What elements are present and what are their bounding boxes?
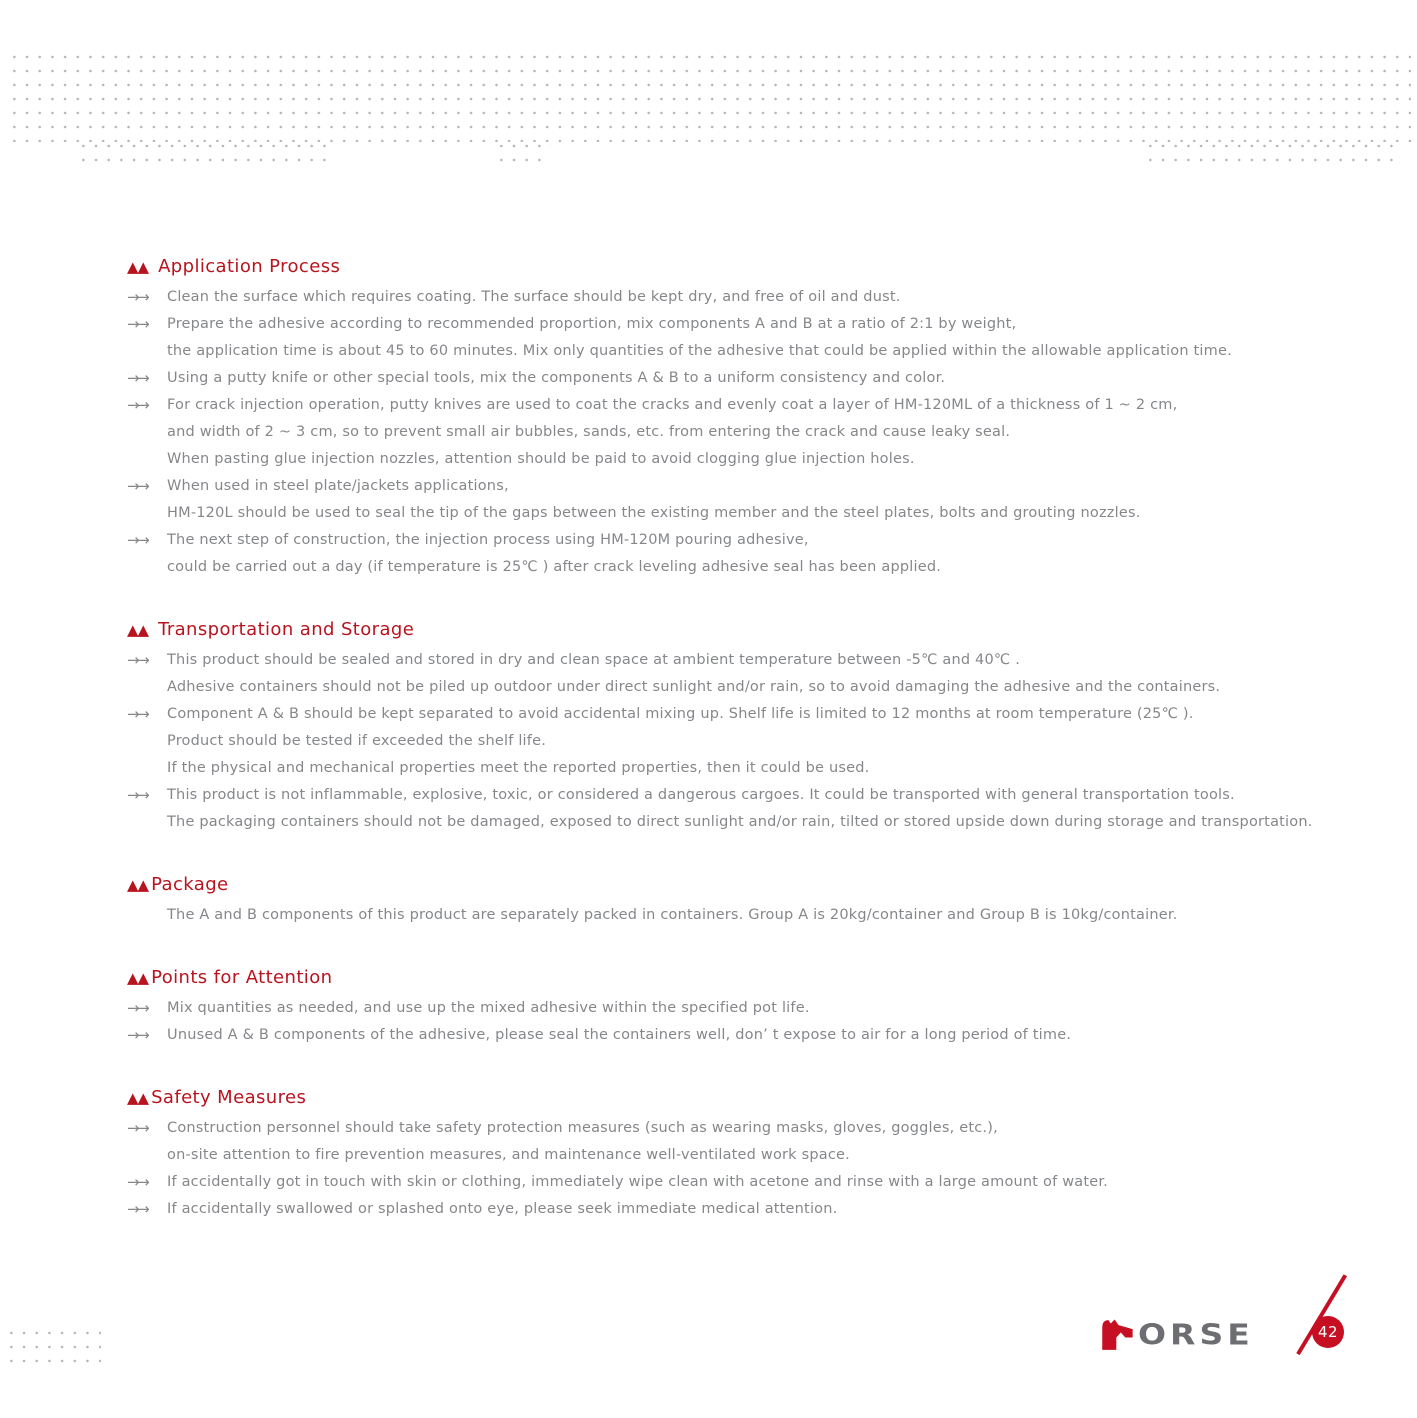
item-text (167, 365, 1402, 392)
item-text (167, 995, 1402, 1022)
horse-logo (1100, 1312, 1254, 1354)
text-line: The next step of construction, the injection process using HM-120M pouring adhesive, (167, 532, 809, 548)
section-title: Package (151, 874, 229, 895)
arrow-bullet-icon: →→ (127, 531, 148, 549)
dot-pattern-top (8, 50, 1411, 142)
section-heading (127, 619, 1402, 640)
text-line: This product is not inflammable, explosive, toxic, or considered a dangerous cargoes. It could be transported with general transportation tools. (167, 787, 1235, 803)
text-line: HM-120L should be used to seal the tip of the gaps between the existing member and the steel plates, bolts and grouting nozzles. (167, 505, 1141, 521)
text-line: If the physical and mechanical properties meet the reported properties, then it could be used. (167, 760, 870, 776)
bullet-item (127, 782, 1402, 836)
bullet-item (127, 647, 1402, 701)
arrow-bullet-icon: →→ (127, 1173, 148, 1191)
section-safety-measures (127, 1087, 1402, 1223)
arrow-bullet-icon: →→ (127, 651, 148, 669)
item-text (167, 902, 1402, 929)
triangle-marker-icon: ▲▲ (127, 969, 149, 987)
text-line: Prepare the adhesive according to recommended proportion, mix components A and B at a ratio of 2:1 by weight, (167, 316, 1017, 332)
dot-pattern-top-sub-left (77, 139, 329, 165)
text-line: This product should be sealed and stored in dry and clean space at ambient temperature between -5℃ and 40℃ . (167, 652, 1021, 668)
arrow-bullet-icon: →→ (127, 786, 148, 804)
item-text (167, 701, 1402, 782)
horse-head-icon (1100, 1315, 1136, 1351)
triangle-marker-icon: ▲▲ (127, 1089, 149, 1107)
logo-letters: ORSE (1138, 1317, 1254, 1351)
item-text (167, 311, 1402, 365)
text-line: The A and B components of this product are separately packed in containers. Group A is 20kg/container and Group B is 10kg/container. (167, 907, 1178, 923)
text-line: the application time is about 45 to 60 minutes. Mix only quantities of the adhesive that could be applied within the allowable application time. (167, 343, 1232, 359)
bullet-item (127, 1196, 1402, 1223)
bullet-item (127, 365, 1402, 392)
section-title: Application Process (158, 256, 341, 277)
text-line: When pasting glue injection nozzles, attention should be paid to avoid clogging glue injection holes. (167, 451, 915, 467)
page-number-badge (1312, 1316, 1344, 1348)
dot-pattern-bottom-left (5, 1326, 101, 1366)
arrow-bullet-icon: →→ (127, 999, 148, 1017)
item-text (167, 284, 1402, 311)
arrow-bullet-icon: →→ (127, 1119, 148, 1137)
section-title: Points for Attention (151, 967, 333, 988)
page-number: 42 (1317, 1323, 1339, 1341)
arrow-bullet-icon: →→ (127, 369, 148, 387)
text-line: on-site attention to fire prevention measures, and maintenance well-ventilated work space. (167, 1147, 850, 1163)
section-heading (127, 256, 1402, 277)
item-text (167, 1169, 1402, 1196)
bullet-item (127, 311, 1402, 365)
item-text (167, 1022, 1402, 1049)
arrow-bullet-icon: →→ (127, 1200, 148, 1218)
section-title: Safety Measures (151, 1087, 307, 1108)
item-text (167, 473, 1402, 527)
triangle-marker-icon: ▲▲ (127, 621, 149, 639)
section-heading (127, 874, 1402, 895)
text-line: Unused A & B components of the adhesive, please seal the containers well, don’ t expose to air for a long period of time. (167, 1027, 1072, 1043)
dot-pattern-top-sub-middle (495, 139, 551, 165)
text-line: Using a putty knife or other special tools, mix the components A & B to a uniform consistency and color. (167, 370, 946, 386)
item-text (167, 647, 1402, 701)
bullet-item (127, 527, 1402, 581)
text-line: Component A & B should be kept separated to avoid accidental mixing up. Shelf life is limited to 12 months at room temperature (25℃ ). (167, 706, 1194, 722)
arrow-bullet-icon: →→ (127, 1026, 148, 1044)
bullet-item (127, 995, 1402, 1022)
content (127, 256, 1402, 1223)
arrow-bullet-icon: →→ (127, 288, 148, 306)
bullet-item (127, 1169, 1402, 1196)
section-transportation-and-storage (127, 619, 1402, 836)
section-package (127, 874, 1402, 929)
bullet-item (127, 902, 1402, 929)
item-text (167, 1196, 1402, 1223)
bullet-item (127, 1022, 1402, 1049)
item-text (167, 1115, 1402, 1169)
text-line: Adhesive containers should not be piled up outdoor under direct sunlight and/or rain, so to avoid damaging the adhesive and the containers. (167, 679, 1221, 695)
section-heading (127, 967, 1402, 988)
text-line: If accidentally got in touch with skin or clothing, immediately wipe clean with acetone and rinse with a large amount of water. (167, 1174, 1108, 1190)
section-title: Transportation and Storage (158, 619, 415, 640)
bullet-item (127, 701, 1402, 782)
arrow-bullet-icon: →→ (127, 396, 148, 414)
bullet-item (127, 392, 1402, 473)
section-application-process (127, 256, 1402, 581)
dot-pattern-top-sub-right (1144, 139, 1394, 165)
text-line: Product should be tested if exceeded the shelf life. (167, 733, 547, 749)
text-line: and width of 2 ~ 3 cm, so to prevent small air bubbles, sands, etc. from entering the crack and cause leaky seal. (167, 424, 1011, 440)
text-line: Mix quantities as needed, and use up the mixed adhesive within the specified pot life. (167, 1000, 810, 1016)
arrow-bullet-icon: →→ (127, 315, 148, 333)
arrow-bullet-icon: →→ (127, 477, 148, 495)
bullet-item (127, 284, 1402, 311)
item-text (167, 782, 1402, 836)
bullet-item (127, 1115, 1402, 1169)
text-line: If accidentally swallowed or splashed onto eye, please seek immediate medical attention. (167, 1201, 838, 1217)
bullet-item (127, 473, 1402, 527)
arrow-bullet-icon: →→ (127, 705, 148, 723)
text-line: When used in steel plate/jackets applications, (167, 478, 509, 494)
text-line: For crack injection operation, putty knives are used to coat the cracks and evenly coat a layer of HM-120ML of a thickness of 1 ~ 2 cm, (167, 397, 1178, 413)
item-text (167, 392, 1402, 473)
text-line: could be carried out a day (if temperature is 25℃ ) after crack leveling adhesive seal has been applied. (167, 559, 942, 575)
section-points-for-attention (127, 967, 1402, 1049)
triangle-marker-icon: ▲▲ (127, 876, 149, 894)
text-line: The packaging containers should not be damaged, exposed to direct sunlight and/or rain, tilted or stored upside down during storage and transportation. (167, 814, 1313, 830)
triangle-marker-icon: ▲▲ (127, 258, 149, 276)
text-line: Construction personnel should take safety protection measures (such as wearing masks, gloves, goggles, etc.), (167, 1120, 998, 1136)
text-line: Clean the surface which requires coating. The surface should be kept dry, and free of oil and dust. (167, 289, 901, 305)
item-text (167, 527, 1402, 581)
section-heading (127, 1087, 1402, 1108)
